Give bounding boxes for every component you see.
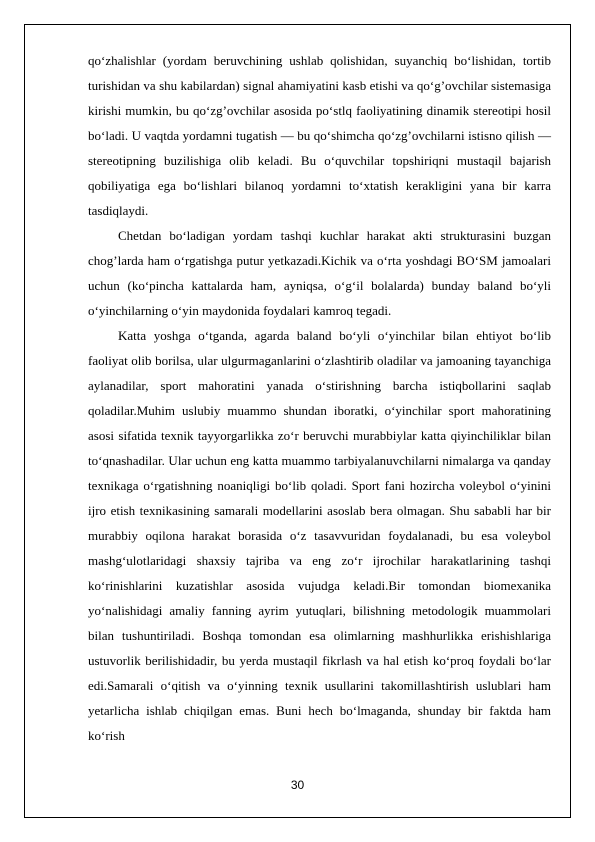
page-number: 30 bbox=[290, 778, 305, 792]
paragraph-1: qo‘zhalishlar (yordam beruvchining ushlab qolishidan, suyanchiq bo‘lishidan, tortib turishidan va shu kabilardan) signal ahamiyatini kasb etishi va qo‘g’ovchilar sistemasiga kirishi mumkin, bu qo‘zg’ovchilar asosida po‘stlq faoliyatining dinamik stereotipi hosil bo‘ladi. U vaqtda yordamni tugatish — bu qo‘shimcha qo‘zg’ovchilarni istisno qilish — stereotipning buzilishiga olib keladi. Bu o‘quvchilar topshiriqni mustaqil bajarish qobiliyatiga ega bo‘lishlari bilanoq yordamni to‘xtatish kerakligini yana bir karra tasdiqlaydi. bbox=[88, 53, 551, 218]
paragraph-3: Katta yoshga o‘tganda, agarda baland bo‘yli o‘yinchilar bilan ehtiyot bo‘lib faoliyat olib borilsa, ular ulgurmaganlarini o‘zlashtirib oladilar va jamoaning tayanchiga aylanadilar, sport mahoratini yanada o‘stirishning barcha istiqbollarini saqlab qoladilar.Muhim uslubiy muammo shundan iboratki, o‘yinchilar sport mahoratining asosi sifatida texnik tayyorgarlikka zo‘r beruvchi murabbiylar katta qiyinchiliklar bilan to‘qnashadilar. Ular uchun eng katta muammo tarbiyalanuvchilarni nimalarga va qanday texnikaga o‘rgatishning noaniqligi bo‘lib qoladi. Sport fani hozircha voleybol o‘yinini ijro etish texnikasining samarali modellarini asoslab bera olmagan. Shu sababli har bir murabbiy oqilona harakat borasida o‘z tasavvuridan foydalanadi, bu esa voleybol mashg‘ulotlaridagi shaxsiy tajriba va eng zo‘r ijrochilar harakatlarining tashqi ko‘rinishlarini kuzatishlar asosida vujudga keladi.Bir tomondan biomexanika yo‘nalishidagi amaliy fanning ayrim yutuqlari, bilishning metodologik muammolari bilan tushuntiriladi. Boshqa tomondan esa olimlarning mashhurlikka erishishlariga ustuvorlik berilishidadir, bu yerda mustaqil fikrlash va hal etish ko‘proq foydali bo‘lar edi.Samarali o‘qitish va o‘yinning texnik usullarini takomillashtirish uslublari ham yetarlicha ishlab chiqilgan emas. Buni hech bo‘lmaganda, shunday bir faktda ham ko‘rish bbox=[88, 328, 551, 743]
paragraph-2: Chetdan bo‘ladigan yordam tashqi kuchlar harakat akti strukturasini buzgan chog’larda ham o‘rgatishga putur yetkazadi.Kichik va o‘rta yoshdagi BO‘SM jamoalari uchun (ko‘pincha kattalarda ham, ayniqsa, o‘g‘il bolalarda) bunday baland bo‘yli o‘yinchilarning o‘yin maydonida foydalari kamroq tegadi. bbox=[88, 228, 551, 318]
document-body bbox=[88, 48, 551, 748]
